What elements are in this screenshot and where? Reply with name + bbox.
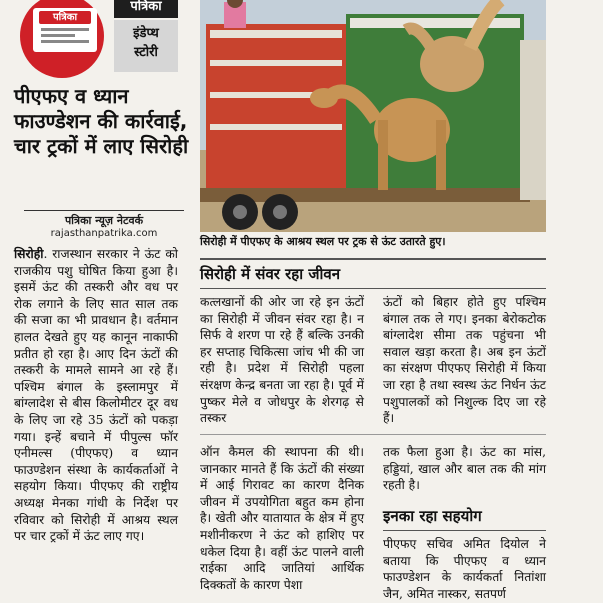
- column-3-lower-text: तक फैला हुआ है। ऊंट का मांस, हड्डियां, खाल और बाल तक की मांग रहती है।: [383, 445, 546, 493]
- logo-tag: पत्रिका: [39, 11, 91, 24]
- column-1-text: . राजस्थान सरकार ने ऊंट को राजकीय पशु घोषित किया हुआ है। इसमें ऊंट की तस्करी और वध पर रोक लगाने के लिए सात साल तक की सजा का भी प्रावधान है। वर्तमान हालत देखते हुए यह कानून नाकाफी प्रतीत हो रहा है। आए दिन ऊंटों की तस्करी के मामले सामने आ रहे हैं। पश्चिम बंगाल के इस्लामपुर में बांग्लादेश से बीस किलोमीटर दूर वध के लिए जा रहे 35 ऊंटों को पकड़ा गया। इन्हें बचाने में पीपुल्स फॉर एनीमल्स (पीएफए) व ध्यान फाउण्डेशन संस्था के कार्यकर्ताओं ने सहयोग किया। पीएफए की राष्ट्रीय अध्यक्ष मेनका गांधी के निर्देश पर रविवार को सिरोही में आश्रय स्थल पर चार ट्रकों में ऊंट लाए गए।: [14, 247, 178, 544]
- section-divider: [200, 288, 546, 289]
- column-2-lower-text: ऑन कैमल की स्थापना की थी। जानकार मानते हैं कि ऊंटों की संख्या में आई गिरावट का कारण दैनिक जीवन में उपयोगिता बहुत कम होना है। खेती और यातायात के क्षेत्र में हुए मशीनीकरण ने ऊंट को हाशिए पर धकेल दिया है। वहीं ऊंट पालने वाली राईका आदि जातियां आर्थिक दिक्कतों के कारण पेशा: [200, 445, 364, 592]
- section-2-title: इनका रहा सहयोग: [383, 507, 482, 525]
- truck-camels-photo: [200, 0, 546, 232]
- column-divider: [200, 434, 546, 435]
- column-3-bottom-text: पीएफए सचिव अमित दियोल ने बताया कि पीएफए व ध्यान फाउण्डेशन के कार्यकर्ता नितांशा जैन, अमित नास्कर, सतपर्ण: [383, 537, 546, 601]
- photo-caption: सिरोही में पीएफए के आश्रय स्थल पर ट्रक से ऊंट उतारते हुए।: [200, 235, 446, 248]
- article-column-1: [14, 246, 178, 545]
- section-1-right-text: ऊंटों को बिहार होते हुए पश्चिम बंगाल तक ले गए। इनका बेरोकटोक बांग्लादेश सीमा तक पहुंचना भी सवाल खड़ा करता है। अब इन ऊंटों का संरक्षण पीएफए सिरोही में किया जा रहा है तथा स्वस्थ ऊंट निर्धन ऊंट पशुपालकों को निशुल्क दिए जा रहे हैं।: [383, 295, 546, 426]
- article-photo: [200, 0, 546, 232]
- section-divider: [200, 258, 546, 260]
- brand-label: पत्रिका: [114, 0, 178, 18]
- section-1-left-text: कत्लखानों की ओर जा रहे इन ऊंटों का सिरोही में जीवन संवर रहा है। न सिर्फ वे शरण पा रहे हैं बल्कि उनकी हर सप्ताह चिकित्सा जांच भी की जा रही है। प्रदेश में सिरोही पहला संरक्षण केन्द्र बनता जा रहा है। पूर्व में पुष्कर मेले व जोधपुर के शेरगढ़ से तस्कर: [200, 295, 364, 426]
- section-1-title: सिरोही में संवर रहा जीवन: [200, 265, 341, 283]
- story-label: [114, 20, 178, 72]
- dateline: सिरोही: [14, 246, 44, 261]
- story-line-1: इंडेप्थ: [133, 26, 159, 41]
- byline: पत्रिका न्यूज़ नेटवर्क: [24, 210, 184, 228]
- article-headline: पीएफए व ध्यान फाउण्डेशन की कार्रवाई, चार ट्रकों में लाए सिरोही: [14, 84, 189, 158]
- newspaper-icon: [33, 8, 97, 52]
- story-line-2: स्टोरी: [134, 45, 158, 60]
- section-divider: [383, 530, 546, 531]
- website-url: rajasthanpatrika.com: [50, 228, 158, 239]
